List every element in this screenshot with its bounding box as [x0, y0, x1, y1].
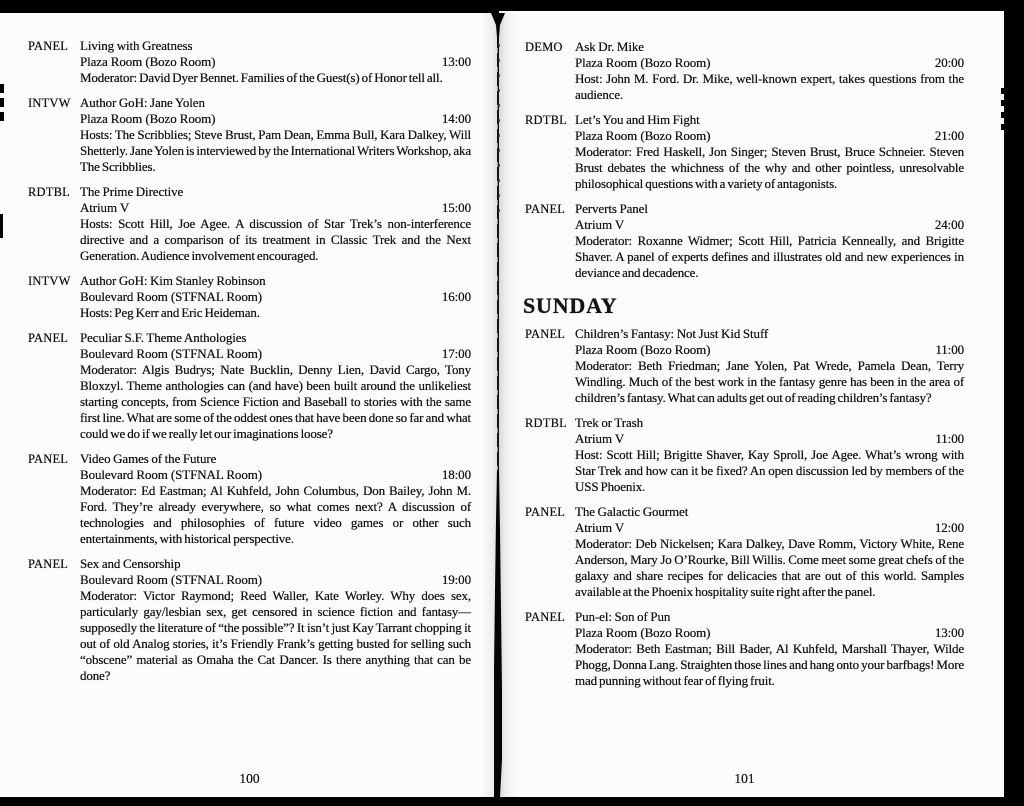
entry-title: Author GoH: Jane Yolen	[80, 95, 205, 110]
book-gutter-top-curl	[486, 13, 510, 43]
program-page-left	[0, 13, 498, 797]
entry-room-time-line	[80, 572, 471, 588]
entry-room: Plaza Room (Bozo Room)	[575, 55, 711, 70]
entry-type-label: PANEL	[28, 39, 69, 53]
entry-room-time-line	[80, 467, 471, 483]
schedule-entry	[28, 556, 471, 684]
entry-description: Hosts: Peg Kerr and Eric Heideman.	[80, 305, 260, 320]
entry-time: 11:00	[935, 431, 964, 446]
book-gutter-specks	[498, 44, 500, 214]
entry-room-time-line	[80, 200, 471, 216]
entry-description: Moderator: Algis Budrys; Nate Bucklin, Denny Lien, David Cargo, Tony Bloxzyl. Theme anthologies can (and have) been built around the unlikeliest starting concepts, from Science Fiction and Baseball to stories with the same first line. What are some of the oddest ones that have been done so far and what could we do if we really let our imaginations loose?	[80, 362, 471, 441]
entry-description: Hosts: Scott Hill, Joe Agee. A discussion of Star Trek’s non-interference directive and a comparison of its treatment in Classic Trek and the Next Generation. Audience involvement encouraged.	[80, 216, 471, 263]
scan-edge-mark	[0, 214, 3, 238]
entry-description: Host: Scott Hill; Brigitte Shaver, Kay Sproll, Joe Agee. What’s wrong with Star Trek and how can it be fixed? An open discussion led by members of the USS Phoenix.	[575, 447, 964, 494]
schedule-entry	[525, 201, 964, 281]
entry-type-label: INTVW	[28, 96, 71, 110]
entry-description: Moderator: Deb Nickelsen; Kara Dalkey, Dave Romm, Victory White, Rene Anderson, Mary Jo O’Rourke, Bill Willis. Come meet some great chefs of the galaxy and share recipes for delicacies that are out of this world. Samples available at the Phoenix hospitality suite right after the panel.	[575, 536, 964, 599]
entry-room-time-line	[575, 55, 964, 71]
entry-room: Atrium V	[80, 200, 130, 215]
schedule-entry	[28, 184, 471, 264]
entry-room-time-line	[80, 54, 471, 70]
day-heading: SUNDAY	[523, 293, 618, 318]
entry-room: Boulevard Room (STFNAL Room)	[80, 572, 262, 587]
entry-title: Sex and Censorship	[80, 556, 181, 571]
entry-time: 15:00	[441, 200, 471, 215]
entry-room-time-line	[575, 217, 964, 233]
entry-time: 17:00	[441, 346, 471, 361]
entry-time: 19:00	[441, 572, 471, 587]
entry-body	[575, 415, 964, 495]
entry-room: Plaza Room (Bozo Room)	[80, 54, 216, 69]
entry-type-label: PANEL	[525, 327, 566, 341]
entry-type-label: DEMO	[525, 40, 563, 54]
entry-body	[80, 184, 471, 264]
entry-room: Plaza Room (Bozo Room)	[575, 625, 711, 640]
entry-time: 13:00	[441, 54, 471, 69]
entry-description: Moderator: Victor Raymond; Reed Waller, Kate Worley. Why does sex, particularly gay/lesbian sex, get censored in science fiction and fantasy—supposedly the literature of “the possible”? It isn’t just Kay Tarrant chopping it out of old Analog stories, it’s Friendly Frank’s getting busted for selling such “obscene” material as Omaha the Cat Dancer. Is there anything that can be done?	[80, 588, 471, 683]
entry-description: Moderator: Roxanne Widmer; Scott Hill, Patricia Kenneally, and Brigitte Shaver. A panel of experts defines and illustrates old and new experiences in deviance and decadence.	[575, 233, 964, 280]
entry-body	[575, 39, 964, 103]
entry-room: Boulevard Room (STFNAL Room)	[80, 346, 262, 361]
entry-type-label: RDTBL	[525, 416, 567, 430]
entry-body	[80, 451, 471, 547]
entry-room: Plaza Room (Bozo Room)	[575, 342, 711, 357]
entry-room-time-line	[575, 128, 964, 144]
scan-edge-mark	[1001, 88, 1004, 134]
entry-body	[575, 504, 964, 600]
entry-time: 14:00	[441, 111, 471, 126]
entry-title: Perverts Panel	[575, 201, 648, 216]
page-number: 100	[239, 771, 260, 786]
entry-body	[80, 38, 471, 86]
entry-time: 11:00	[935, 342, 964, 357]
entry-room-time-line	[575, 625, 964, 641]
book-gutter-spine-wedge	[488, 470, 508, 797]
entry-description: Moderator: David Dyer Bennet. Families of the Guest(s) of Honor tell all.	[80, 70, 443, 85]
entry-description: Moderator: Fred Haskell, Jon Singer; Steven Brust, Bruce Schneier. Steven Brust debates the whichness of the why and other pointless, unresolvable philosophical questions with a variety of antagonists.	[575, 144, 964, 191]
entry-description: Host: John M. Ford. Dr. Mike, well-known expert, takes questions from the audience.	[575, 71, 964, 102]
entry-type-label: PANEL	[525, 610, 566, 624]
schedule-entry	[525, 609, 964, 689]
schedule-entry	[28, 330, 471, 442]
entry-time: 21:00	[934, 128, 964, 143]
page-number: 101	[734, 771, 755, 786]
entry-room: Plaza Room (Bozo Room)	[575, 128, 711, 143]
entry-type-label: INTVW	[28, 274, 71, 288]
entry-body	[80, 95, 471, 175]
entry-room: Atrium V	[575, 520, 625, 535]
entry-description: Moderator: Ed Eastman; Al Kuhfeld, John Columbus, Don Bailey, John M. Ford. They’re already everywhere, so what comes next? A discussion of technologies and philosophies of future video games or other such entertainments, with historical perspective.	[80, 483, 471, 546]
entry-type-label: RDTBL	[525, 113, 567, 127]
entry-room: Atrium V	[575, 431, 625, 446]
entry-title: Let’s You and Him Fight	[575, 112, 700, 127]
entry-title: Trek or Trash	[575, 415, 644, 430]
entry-time: 16:00	[441, 289, 471, 304]
entry-description: Hosts: The Scribblies; Steve Brust, Pam Dean, Emma Bull, Kara Dalkey, Will Shetterly. Jane Yolen is interviewed by the International Writers Workshop, aka The Scribblies.	[80, 127, 471, 174]
schedule-entry	[28, 451, 471, 547]
schedule-entry	[525, 39, 964, 103]
entry-title: The Galactic Gourmet	[575, 504, 689, 519]
entry-title: Peculiar S.F. Theme Anthologies	[80, 330, 247, 345]
schedule-entry	[525, 326, 964, 406]
entry-room: Boulevard Room (STFNAL Room)	[80, 289, 262, 304]
schedule-entry	[525, 415, 964, 495]
entry-title: The Prime Directive	[80, 184, 184, 199]
entry-time: 24:00	[934, 217, 964, 232]
entry-room-time-line	[80, 346, 471, 362]
entry-body	[575, 112, 964, 192]
entry-time: 18:00	[441, 467, 471, 482]
entry-room-time-line	[575, 342, 964, 358]
entry-title: Pun-el: Son of Pun	[575, 609, 671, 624]
entry-title: Author GoH: Kim Stanley Robinson	[80, 273, 266, 288]
entry-title: Video Games of the Future	[80, 451, 217, 466]
schedule-entry	[525, 112, 964, 192]
entry-time: 13:00	[934, 625, 964, 640]
entry-room-time-line	[575, 431, 964, 447]
entry-description: Moderator: Beth Friedman; Jane Yolen, Pat Wrede, Pamela Dean, Terry Windling. Much of the best work in the fantasy genre has been in the area of children’s fantasy. What can adults get out of reading children’s fantasy?	[575, 358, 964, 405]
entry-type-label: PANEL	[28, 452, 69, 466]
entry-title: Ask Dr. Mike	[575, 39, 644, 54]
schedule-entry	[28, 38, 471, 86]
entry-room: Boulevard Room (STFNAL Room)	[80, 467, 262, 482]
entry-body	[575, 609, 964, 689]
schedule-entry	[28, 273, 471, 321]
entry-room: Atrium V	[575, 217, 625, 232]
entry-type-label: PANEL	[525, 505, 566, 519]
entry-type-label: RDTBL	[28, 185, 70, 199]
entry-room: Plaza Room (Bozo Room)	[80, 111, 216, 126]
entry-room-time-line	[80, 111, 471, 127]
entry-time: 12:00	[934, 520, 964, 535]
entry-title: Children’s Fantasy: Not Just Kid Stuff	[575, 326, 769, 341]
entry-type-label: PANEL	[28, 557, 69, 571]
entry-time: 20:00	[934, 55, 964, 70]
entry-type-label: PANEL	[28, 331, 69, 345]
entry-title: Living with Greatness	[80, 38, 193, 53]
scan-edge-mark	[0, 84, 4, 124]
schedule-entry	[28, 95, 471, 175]
entry-body	[575, 326, 964, 406]
entry-type-label: PANEL	[525, 202, 566, 216]
schedule-entry	[525, 504, 964, 600]
entry-body	[575, 201, 964, 281]
entry-description: Moderator: Beth Eastman; Bill Bader, Al Kuhfeld, Marshall Thayer, Wilde Phogg, Donna Lang. Straighten those lines and hang onto your barfbags! More mad punning without fear of flying fruit.	[575, 641, 964, 688]
entry-room-time-line	[80, 289, 471, 305]
entry-body	[80, 330, 471, 442]
entry-body	[80, 273, 471, 321]
entry-body	[80, 556, 471, 684]
program-page-right	[499, 11, 1004, 797]
entry-room-time-line	[575, 520, 964, 536]
